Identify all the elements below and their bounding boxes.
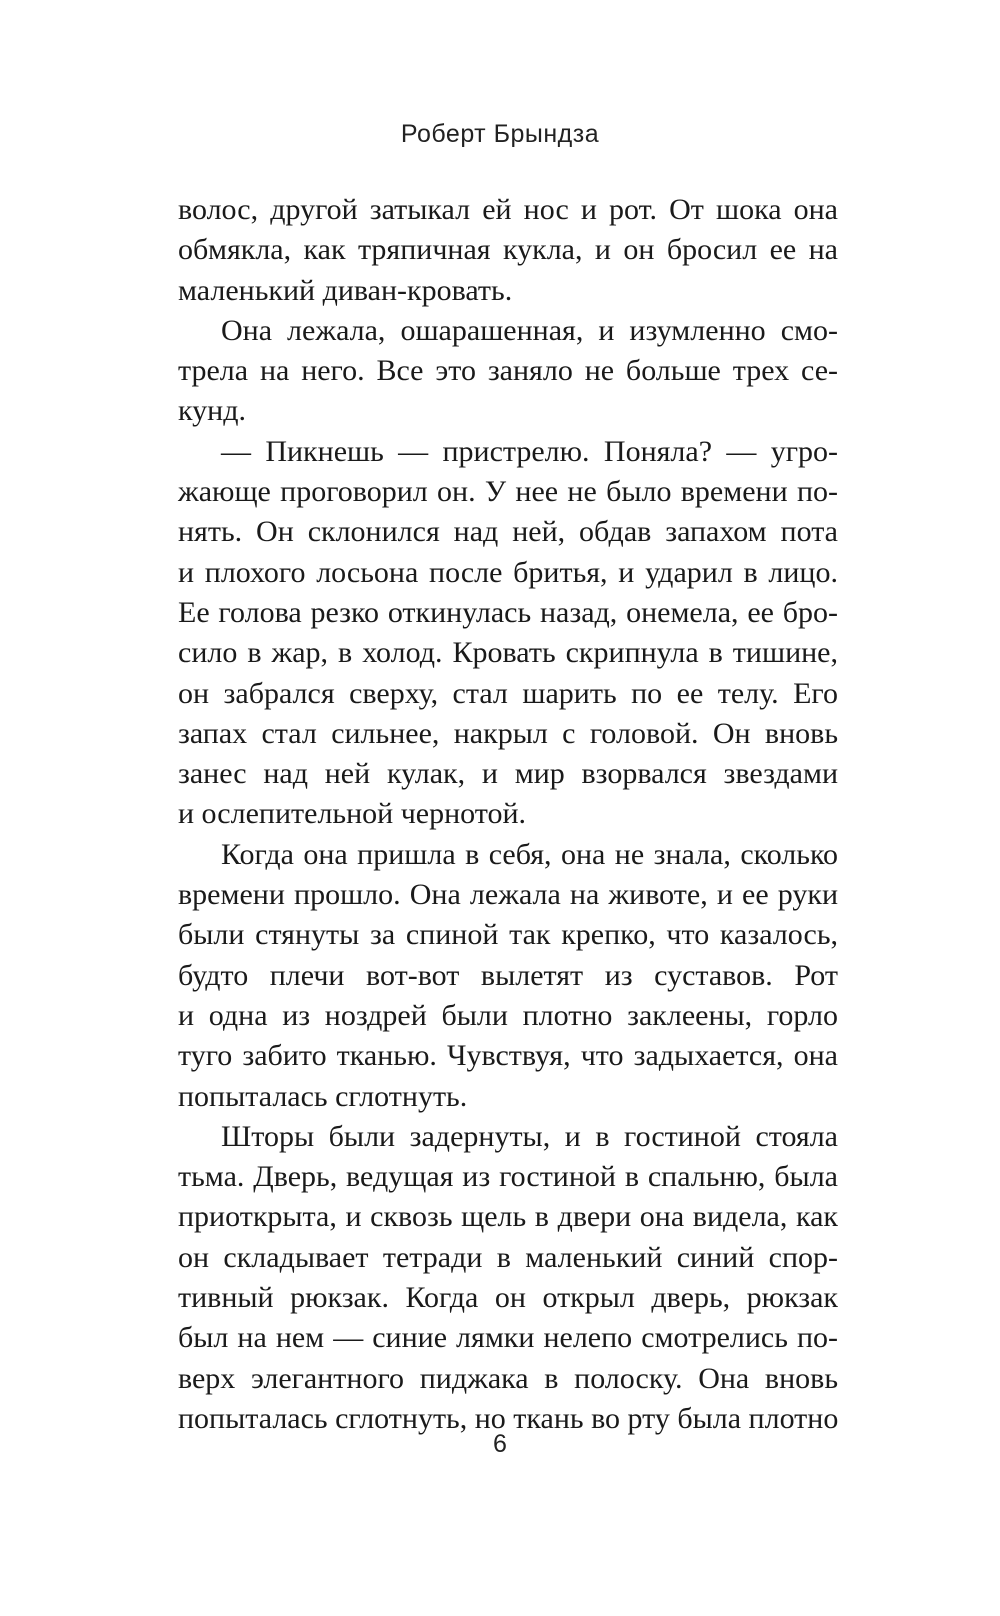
text-line: будто плечи вот-вот вылетят из суставов. Рот [178, 958, 838, 992]
text-line: он складывает тетради в маленький синий спор- [178, 1240, 838, 1274]
text-line: туго забито тканью. Чувствуя, что задыхается, она [178, 1039, 838, 1073]
text-line: тьма. Дверь, ведущая из гостиной в спальню, была [178, 1160, 838, 1194]
text-line: маленький диван-кровать. [178, 273, 513, 307]
text-line: были стянуты за спиной так крепко, что казалось, [178, 918, 838, 952]
text-line: Она лежала, ошарашенная, и изумленно смо- [221, 313, 838, 347]
text-line: Ее голова резко откинулась назад, онемела, ее бро- [178, 595, 838, 629]
text-line: верх элегантного пиджака в полоску. Она вновь [178, 1361, 838, 1395]
text-line: волос, другой затыкал ей нос и рот. От шока она [178, 193, 838, 226]
text-line: и ослепительной чернотой. [178, 797, 527, 831]
text-line: Шторы были задернуты, и в гостиной стояла [221, 1119, 838, 1153]
running-header: Роберт Брындза [400, 120, 600, 148]
text-line: и одна из ноздрей были плотно заклеены, горло [178, 998, 838, 1032]
text-line: жающе проговорил он. У нее не было времени по- [178, 475, 838, 509]
page-number: 6 [493, 1430, 507, 1458]
text-line: попыталась сглотнуть. [178, 1079, 468, 1113]
text-line: трела на него. Все это заняло не больше трех се- [178, 354, 838, 388]
text-line: обмякла, как тряпичная кукла, и он бросил ее на [178, 233, 838, 267]
text-line: сило в жар, в холод. Кровать скрипнула в тишине, [178, 636, 838, 670]
text-line: времени прошло. Она лежала на животе, и ее руки [178, 878, 838, 912]
body-text [178, 190, 838, 1439]
text-line: тивный рюкзак. Когда он открыл дверь, рюкзак [178, 1281, 838, 1315]
text-line: он забрался сверху, стал шарить по ее телу. Его [178, 676, 838, 710]
text-line: нять. Он склонился над ней, обдав запахом пота [178, 515, 838, 549]
text-line: запах стал сильнее, накрыл с головой. Он вновь [178, 716, 838, 750]
text-line: — Пикнешь — пристрелю. Поняла? — угро- [221, 434, 838, 468]
text-line: занес над ней кулак, и мир взорвался звездами [178, 757, 838, 791]
text-line: кунд. [178, 394, 246, 428]
text-line: Когда она пришла в себя, она не знала, сколько [221, 837, 838, 871]
text-line: попыталась сглотнуть, но ткань во рту была плотно [178, 1401, 839, 1435]
text-line: был на нем — синие лямки нелепо смотрелись по- [178, 1321, 838, 1355]
text-line: и плохого лосьона после бритья, и ударил в лицо. [178, 555, 838, 589]
text-line: приоткрыта, и сквозь щель в двери она видела, как [178, 1200, 838, 1234]
